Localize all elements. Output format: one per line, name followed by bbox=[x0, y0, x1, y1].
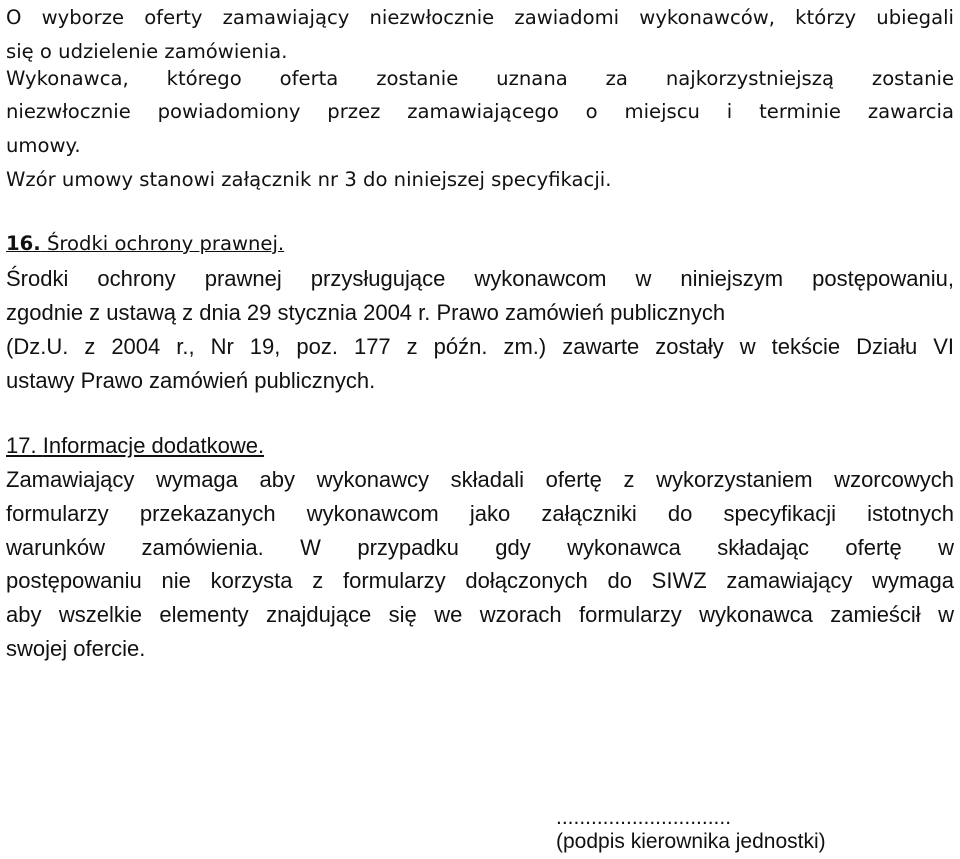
paragraph-line: Wykonawca, którego oferta zostanie uznana za najkorzystniejszą zostanie bbox=[6, 67, 954, 90]
section-number: 16. bbox=[6, 232, 41, 255]
paragraph-line: warunków zamówienia. W przypadku gdy wykonawca składając ofertę w bbox=[6, 535, 954, 560]
paragraph-line: (Dz.U. z 2004 r., Nr 19, poz. 177 z późn. zm.) zawarte zostały w tekście Działu VI bbox=[6, 334, 954, 359]
paragraph-line: swojej ofercie. bbox=[6, 636, 146, 661]
paragraph-line: formularzy przekazanych wykonawcom jako załączniki do specyfikacji istotnych bbox=[6, 501, 954, 526]
paragraph-line: aby wszelkie elementy znajdujące się we wzorach formularzy wykonawca zamieścił w bbox=[6, 602, 954, 627]
section-heading-17 bbox=[6, 432, 264, 460]
section-title: Informacje dodatkowe. bbox=[42, 433, 265, 458]
paragraph-line: umowy. bbox=[6, 134, 81, 157]
paragraph-line: O wyborze oferty zamawiający niezwłocznie zawiadomi wykonawców, którzy ubiegali bbox=[6, 6, 954, 29]
paragraph-line: się o udzielenie zamówienia. bbox=[6, 40, 288, 63]
paragraph-line: zgodnie z ustawą z dnia 29 stycznia 2004 r. Prawo zamówień publicznych bbox=[6, 300, 726, 325]
paragraph-line: niezwłocznie powiadomiony przez zamawiającego o miejscu i terminie zawarcia bbox=[6, 100, 954, 123]
paragraph-line: Środki ochrony prawnej przysługujące wykonawcom w niniejszym postępowaniu, bbox=[6, 266, 954, 291]
paragraph-line: postępowaniu nie korzysta z formularzy dołączonych do SIWZ zamawiający wymaga bbox=[6, 568, 954, 593]
section-number: 17. bbox=[6, 433, 37, 458]
signature-label: (podpis kierownika jednostki) bbox=[556, 830, 826, 853]
paragraph-line: ustawy Prawo zamówień publicznych. bbox=[6, 368, 376, 393]
signature-line: .............................. bbox=[556, 806, 732, 829]
paragraph-line: Zamawiający wymaga aby wykonawcy składali ofertę z wykorzystaniem wzorcowych bbox=[6, 467, 954, 492]
section-title: Środki ochrony prawnej. bbox=[46, 232, 285, 255]
section-heading-16 bbox=[6, 230, 284, 258]
paragraph-line: Wzór umowy stanowi załącznik nr 3 do niniejszej specyfikacji. bbox=[6, 168, 612, 191]
